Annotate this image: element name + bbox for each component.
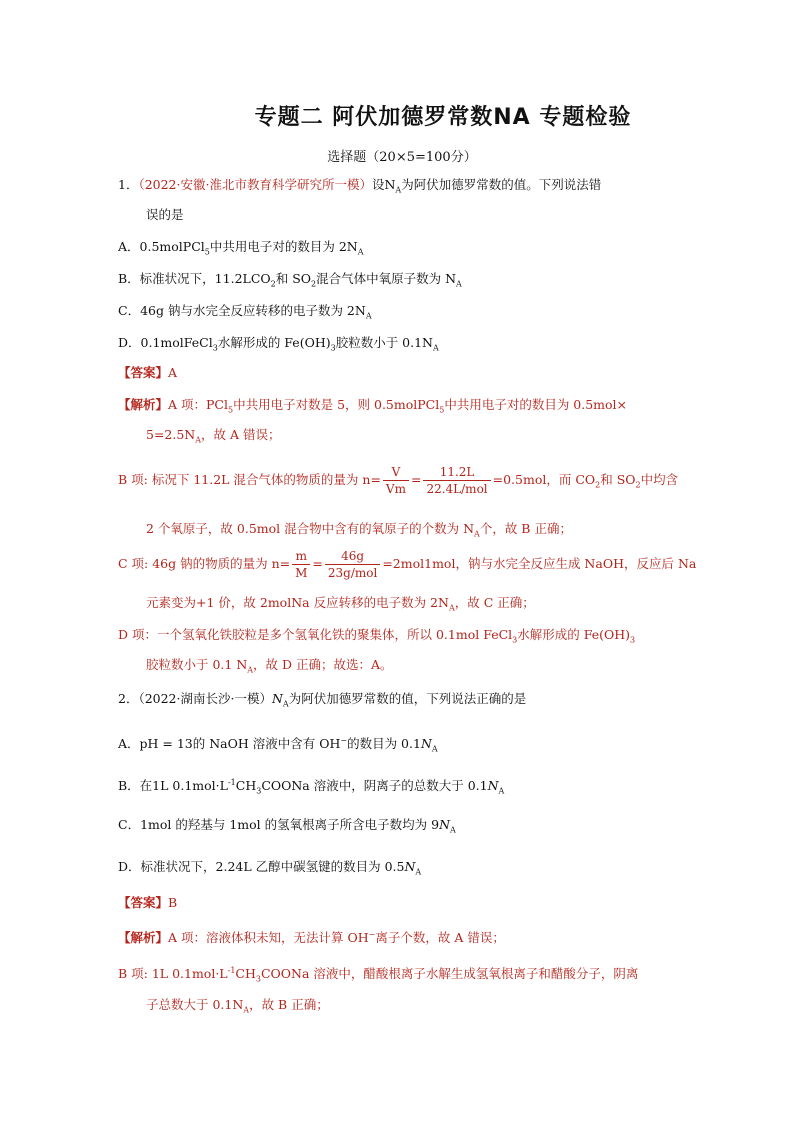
q2-analysis-b: B 项: 1L $0.1mol\cdot L^{-1}CH_3COONa$ 溶液中，醋酸根离子水解生成氢氧根离子和醋酸分子，阴离 [118,966,639,984]
q2-option-c: C．1mol 的羟基与 1mol 的氢氧根离子所含电子数均为 $9N_A$ [118,817,456,835]
q1-answer [118,364,177,382]
q1-analysis-a-cont: $5=2.5N_A$，故 A 错误； [146,427,281,445]
fraction: $\frac{11.2L}{\text{22.4L/mol}}$ [423,464,490,497]
q2-analysis-b-cont: 子总数大于 $0.1N_A$，故 B 正确； [146,997,329,1015]
fraction: $\frac{V}{Vm}$ [383,464,409,497]
q2-option-d: D．标准状况下，2.24L 乙醇中碳氢键的数目为 $0.5N_A$ [118,859,422,877]
analysis-tag: 【解析】 [118,930,169,946]
q1-source: （2022·安徽·淮北市教育科学研究所一模） [138,177,372,192]
q1-option-a: A．0.5molPCl$_5$中共用电子对的数目为 $2N_A$ [118,239,364,257]
q1-analysis-d: D 项：一个氢氧化铁胶粒是多个氢氧化铁的聚集体，所以 0.1mol FeCl$_3$水解形成的 $Fe(OH)_3$ [118,627,636,645]
q1-analysis-c-cont: 元素变为+1 价，故 2molNa 反应转移的电子数为 $2N_A$，故 C 正确； [146,595,535,613]
q1-stem-cont: 误的是 [146,207,184,222]
q2-analysis-a: 【解析】A 项：溶液体积未知，无法计算 OH−离子个数，故 A 错误； [118,930,505,946]
q1-number: 1． [118,177,139,192]
page-title: 专题二 阿伏加德罗常数NA 专题检验 [254,105,632,130]
q2-option-a: A．pH = 13的 NaOH 溶液中含有 OH−的数目为 $0.1N_A$ [118,736,438,754]
analysis-tag: 【解析】 [118,397,169,412]
section-subtitle: 选择题（20×5=100分） [327,150,477,165]
q1-analysis-b: B 项: 标况下 11.2L 混合气体的物质的量为 n= $\frac{V}{Vm}$ = $\frac{11.2L}{\text{22.4L/mol}}$ =0.5mol，而 $CO_2$和 $SO_2$中均含 [118,465,679,496]
q1-option-d: D．0.1molFeCl$_3$水解形成的 $Fe(OH)_3$胶粒数小于 $0.1N_A$ [118,335,439,353]
q2-source: （2022·湖南长沙·一模） [138,691,272,706]
q1-stem: 1．（2022·安徽·淮北市教育科学研究所一模）设$N_A$为阿伏加德罗常数的值。下列说法错 [118,177,602,195]
answer-value: B [168,895,178,910]
q2-option-b: B．在1L $0.1mol\cdot L^{-1}CH_3COONa$ 溶液中，阴离子的总数大于 $0.1N_A$ [118,778,505,796]
q2-stem: 2．（2022·湖南长沙·一模）$N_A$为阿伏加德罗常数的值，下列说法正确的是 [118,691,527,709]
fraction: $\frac{46g}{\text{23g/mol}}$ [325,548,380,581]
q2-answer [118,894,177,912]
q1-option-b: B．标准状况下，$11.2LCO_2$和 $SO_2$混合气体中氧原子数为 $N_A$ [118,271,462,289]
q1-analysis-d-cont: 胶粒数小于 0.1 $N_A$，故 D 正确；故选：A。 [146,657,393,675]
q1-option-c: C．46g 钠与水完全反应转移的电子数为 $2N_A$ [118,303,372,321]
q2-number: 2． [118,691,139,706]
q1-analysis-c: C 项: 46g 钠的物质的量为 n= $\frac{m}{M}$ = $\frac{46g}{\text{23g/mol}}$ =2mol1mol，钠与水完全反应生成 NaOH，反应后 Na [118,549,697,580]
q1-analysis-b-cont: 2 个氧原子，故 0.5mol 混合物中含有的氧原子的个数为 $N_A$个，故 B 正确； [146,521,572,539]
answer-tag: 【答案】 [118,895,169,910]
fraction: $\frac{m}{M}$ [292,548,310,581]
q1-analysis-a: 【解析】A 项：PCl$_5$中共用电子对数是 5，则 0.5molPCl$_5$中共用电子对的数目为 0.5mol× [118,397,628,415]
answer-tag: 【答案】 [118,365,169,380]
answer-value: A [168,365,178,380]
